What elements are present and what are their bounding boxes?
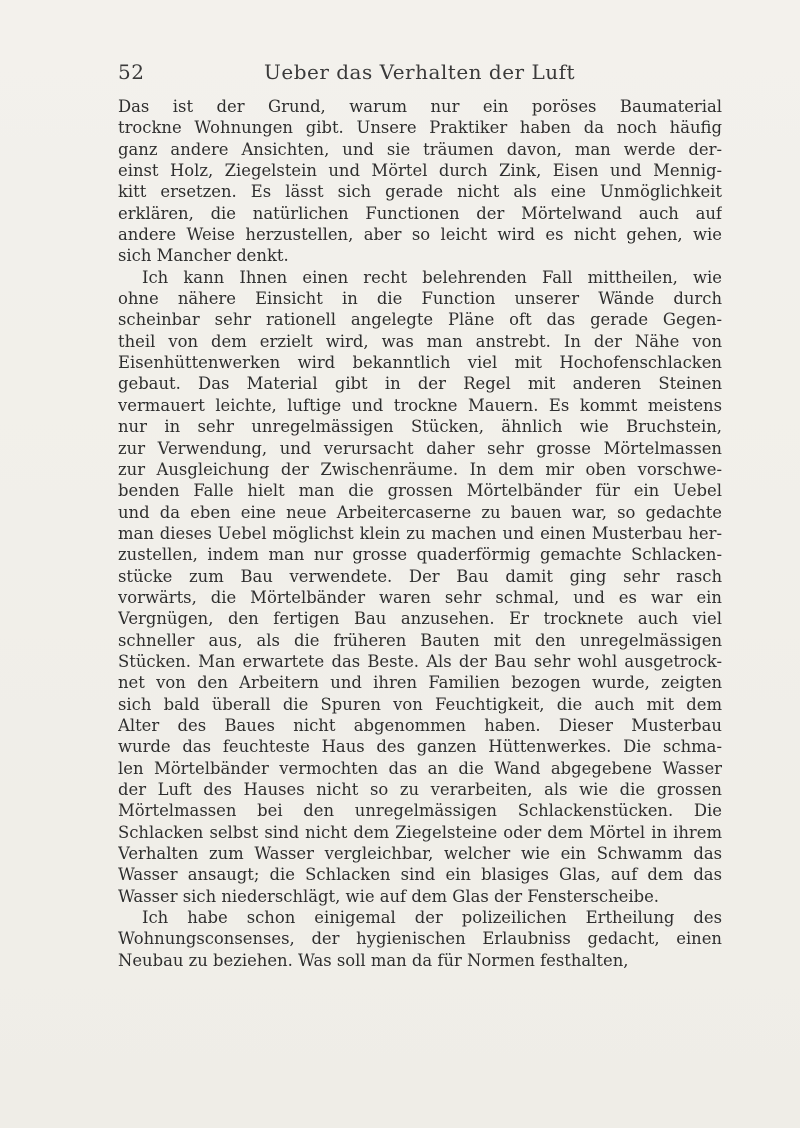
text-line: der Luft des Hauses nicht so zu verarbeiten, als wie die grossen xyxy=(118,780,722,799)
text-line: andere Weise herzustellen, aber so leicht wird es nicht gehen, wie xyxy=(118,225,722,245)
text-line: sich Mancher denkt. xyxy=(118,246,289,266)
text-line: Das ist der Grund, warum nur ein poröses Baumaterial xyxy=(118,97,722,116)
text-line: vorwärts, die Mörtelbänder waren sehr schmal, und es war ein xyxy=(118,587,722,607)
text-line: Verhalten zum Wasser vergleichbar, welcher wie ein Schwamm das xyxy=(118,844,722,864)
text-line: net von den Arbeitern und ihren Familien bezogen wurde, zeigten xyxy=(118,673,722,693)
text-line: Wasser sich niederschlägt, wie auf dem Glas der Fensterscheibe. xyxy=(118,886,660,906)
text-line: erklären, die natürlichen Functionen der Mörtelwand auch auf xyxy=(118,203,722,223)
text-line: stücke zum Bau verwendete. Der Bau damit ging sehr rasch xyxy=(118,566,722,586)
text-line: zur Ausgleichung der Zwischenräume. In dem mir oben vorschwe- xyxy=(118,459,722,479)
text-line: zur Verwendung, und verursacht daher sehr grosse Mörtelmassen xyxy=(118,438,722,458)
text-line: Alter des Baues nicht abgenommen haben. Dieser Musterbau xyxy=(118,715,722,735)
text-line: trockne Wohnungen gibt. Unsere Praktiker haben da noch häufig xyxy=(118,118,722,138)
body-text xyxy=(118,96,722,971)
text-line: und da eben eine neue Arbeitercaserne zu bauen war, so gedachte xyxy=(118,502,722,522)
text-line: ganz andere Ansichten, und sie träumen davon, man werde der- xyxy=(118,139,722,159)
text-line: Eisenhüttenwerken wird bekanntlich viel mit Hochofenschlacken xyxy=(118,353,722,373)
text-line: theil von dem erzielt wird, was man anstrebt. In der Nähe von xyxy=(118,331,722,351)
text-line: sich bald überall die Spuren von Feuchtigkeit, die auch mit dem xyxy=(118,694,722,714)
text-line: scheinbar sehr rationell angelegte Pläne oft das gerade Gegen- xyxy=(118,310,722,330)
text-line: nur in sehr unregelmässigen Stücken, ähnlich wie Bruchstein, xyxy=(118,417,722,437)
text-line: len Mörtelbänder vermochten das an die Wand abgegebene Wasser xyxy=(118,758,722,778)
text-line: Mörtelmassen bei den unregelmässigen Schlackenstücken. Die xyxy=(118,801,722,821)
text-line: Wasser ansaugt; die Schlacken sind ein blasiges Glas, auf dem das xyxy=(118,865,722,885)
page-header xyxy=(118,60,718,86)
text-line: ohne nähere Einsicht in die Function unserer Wände durch xyxy=(118,289,722,309)
text-line: schneller aus, als die früheren Bauten mit den unregelmässigen xyxy=(118,630,722,650)
text-line: Stücken. Man erwartete das Beste. Als der Bau sehr wohl ausgetrock- xyxy=(118,651,722,671)
running-title: Ueber das Verhalten der Luft xyxy=(264,60,576,84)
text-line: Neubau zu beziehen. Was soll man da für Normen festhalten, xyxy=(118,950,629,970)
text-line: Vergnügen, den fertigen Bau anzusehen. Er trocknete auch viel xyxy=(118,609,722,629)
text-line: benden Falle hielt man die grossen Mörtelbänder für ein Uebel xyxy=(118,481,722,501)
text-line: einst Holz, Ziegelstein und Mörtel durch Zink, Eisen und Mennig- xyxy=(118,161,722,181)
text-line: zustellen, indem man nur grosse quaderförmig gemachte Schlacken- xyxy=(118,545,722,565)
text-line: Ich habe schon einigemal der polizeilichen Ertheilung des xyxy=(142,908,722,928)
text-line: Wohnungsconsenses, der hygienischen Erlaubniss gedacht, einen xyxy=(118,929,722,949)
text-line: Ich kann Ihnen einen recht belehrenden Fall mittheilen, wie xyxy=(142,267,722,287)
text-line: gebaut. Das Material gibt in der Regel mit anderen Steinen xyxy=(118,374,722,394)
text-line: vermauert leichte, luftige und trockne Mauern. Es kommt meistens xyxy=(118,395,722,415)
text-line: Schlacken selbst sind nicht dem Ziegelsteine oder dem Mörtel in ihrem xyxy=(118,822,722,842)
text-line: kitt ersetzen. Es lässt sich gerade nicht als eine Unmöglichkeit xyxy=(118,182,722,202)
page-number: 52 xyxy=(118,60,145,84)
text-line: man dieses Uebel möglichst klein zu machen und einen Musterbau her- xyxy=(118,523,722,543)
text-line: wurde das feuchteste Haus des ganzen Hüttenwerkes. Die schma- xyxy=(118,737,722,757)
